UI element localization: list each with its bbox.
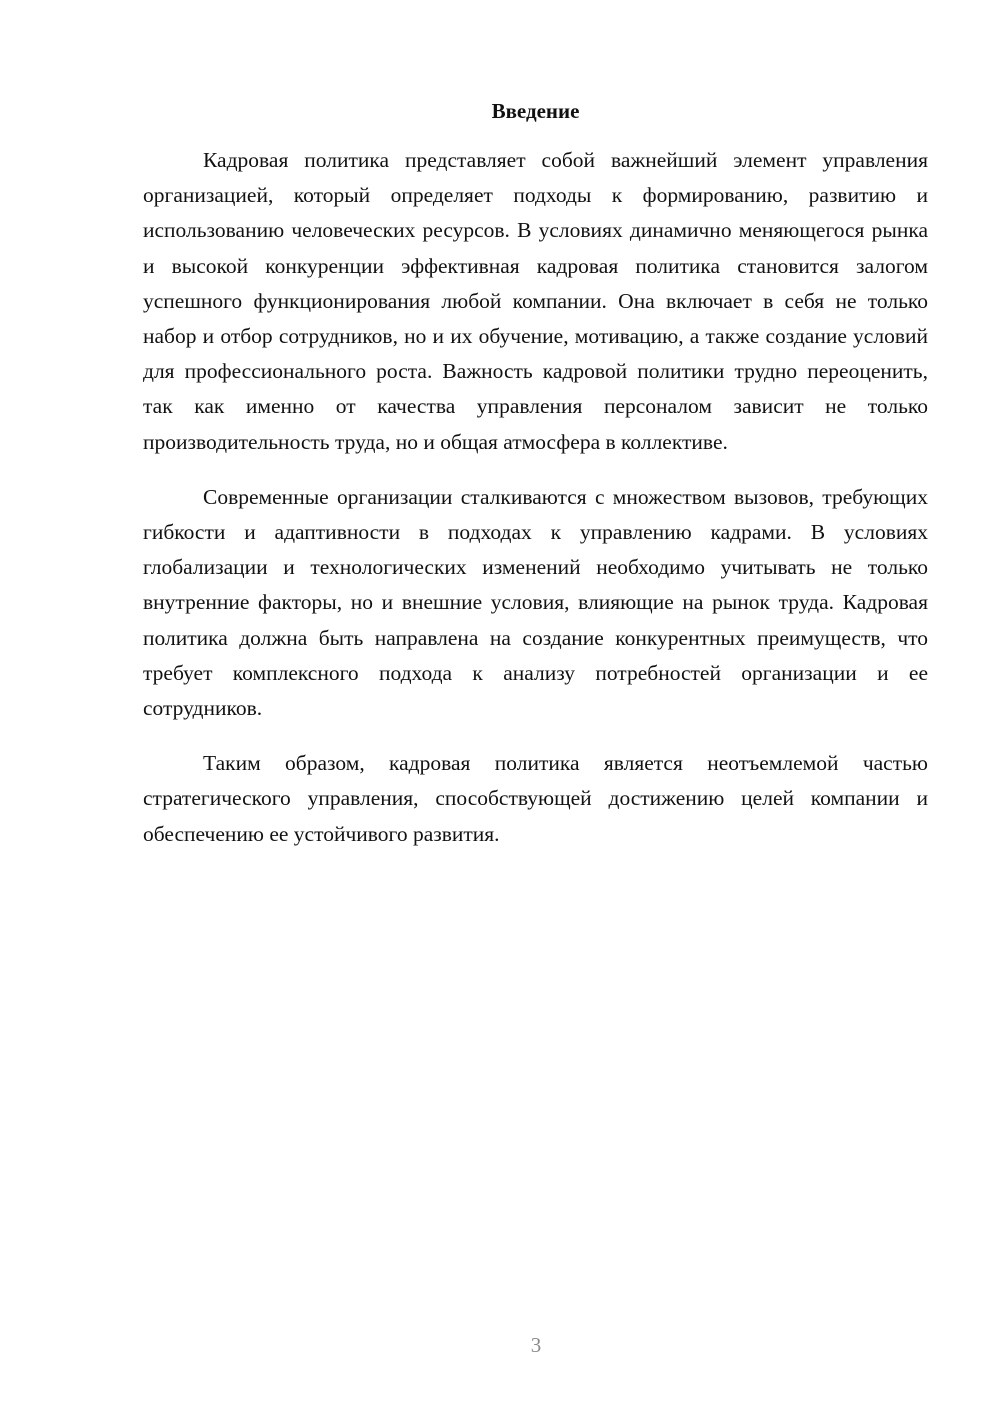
paragraph-3: Таким образом, кадровая политика является неотъемлемой частью стратегического управления, способствующей достижению целей компании и обеспечению ее устойчивого развития.	[143, 751, 928, 846]
section-heading: Введение	[491, 99, 580, 123]
body-text	[143, 143, 928, 872]
paragraph-1: Кадровая политика представляет собой важнейший элемент управления организацией, который определяет подходы к формированию, развитию и использованию человеческих ресурсов. В условиях динамично меняющегося рынка и высокой конкуренции эффективная кадровая политика становится залогом успешного функционирования любой компании. Она включает в себя не только набор и отбор сотрудников, но и их обучение, мотивацию, а также создание условий для профессионального роста. Важность кадровой политики трудно переоценить, так как именно от качества управления персоналом зависит не только производительность труда, но и общая атмосфера в коллективе.	[143, 148, 928, 454]
page-number: 3	[530, 1333, 542, 1357]
paragraph-2: Современные организации сталкиваются с множеством вызовов, требующих гибкости и адаптивности в подходах к управлению кадрами. В условиях глобализации и технологических изменений необходимо учитывать не только внутренние факторы, но и внешние условия, влияющие на рынок труда. Кадровая политика должна быть направлена на создание конкурентных преимуществ, что требует комплексного подхода к анализу потребностей организации и ее сотрудников.	[143, 484, 928, 721]
